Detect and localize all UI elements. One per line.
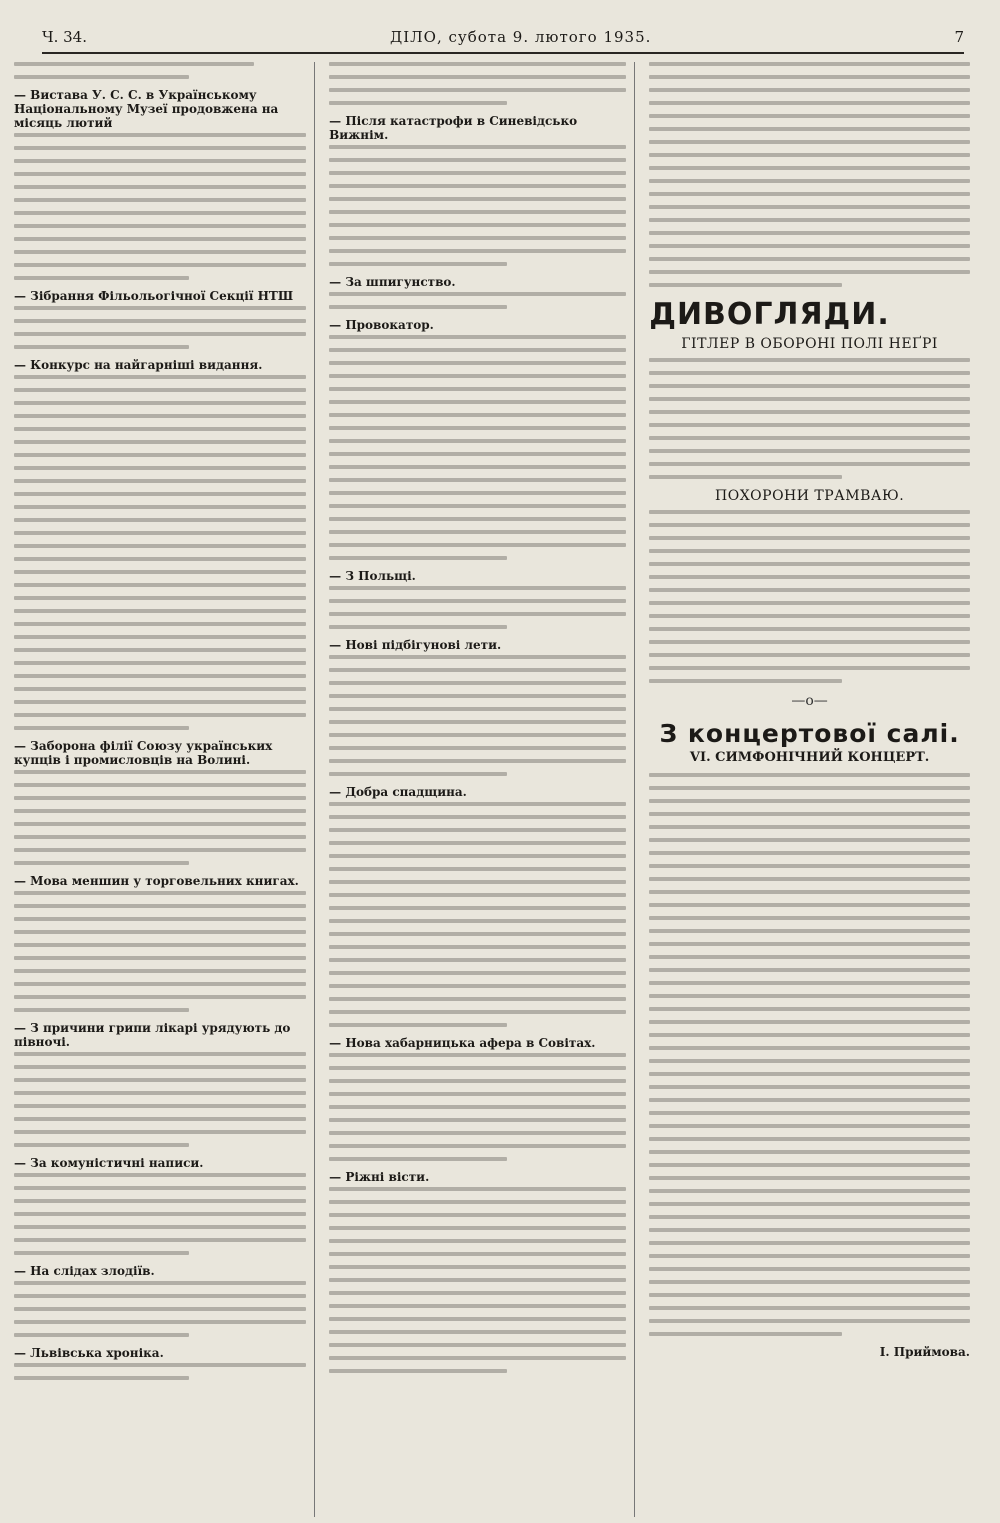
- article-headline: — Вистава У. С. С. в Українському Національному Музеї продовжена на місяць лютий: [14, 88, 279, 130]
- article: [329, 1170, 626, 1373]
- column-2: [329, 62, 635, 1517]
- article-headline: — Нові підбігунові лети.: [329, 638, 502, 652]
- article-headline: — За комуністичні написи.: [14, 1156, 204, 1170]
- masthead-title-date: ДІЛО, субота 9. лютого 1935.: [390, 28, 652, 46]
- article: [329, 1036, 626, 1161]
- article-signature: І. Приймова.: [879, 1345, 970, 1359]
- article: [14, 88, 306, 280]
- article-headline: — Зібрання Фільольогічної Секції НТШ: [14, 289, 294, 303]
- page-issue-number: Ч. 34.: [42, 28, 87, 46]
- article: [14, 1156, 306, 1255]
- section-title: ДИВОГЛЯДИ.: [649, 297, 890, 332]
- concert-subtitle: VI. СИМФОНІЧНИЙ КОНЦЕРТ.: [689, 750, 930, 765]
- article: [14, 358, 306, 730]
- article: [329, 638, 626, 776]
- column-3: [649, 62, 970, 1517]
- article: [14, 289, 306, 349]
- article: [14, 1264, 306, 1337]
- section-subheading: ГІТЛЕР В ОБОРОНІ ПОЛІ НЕҐРІ: [681, 336, 938, 352]
- article: [329, 569, 626, 629]
- article-headline: — Ріжні вісти.: [329, 1170, 430, 1184]
- article-headline: — З Польщі.: [329, 569, 416, 583]
- article-headline: — На слідах злодіїв.: [14, 1264, 155, 1278]
- article-headline: — Добра спадщина.: [329, 785, 467, 799]
- article: [14, 1346, 306, 1380]
- column-1: [14, 62, 315, 1517]
- article: [329, 275, 626, 309]
- article-headline: — Після катастрофи в Синевідсько Вижнім.: [329, 114, 578, 142]
- section-divider: —o—: [791, 693, 828, 709]
- article-headline: — За шпигунство.: [329, 275, 456, 289]
- article-headline: — Мова меншин у торговельних книгах.: [14, 874, 299, 888]
- page-number: 7: [954, 28, 964, 46]
- article: [14, 1021, 306, 1147]
- article-headline: — Львівська хроніка.: [14, 1346, 164, 1360]
- article: [14, 739, 306, 865]
- masthead: [42, 28, 964, 54]
- article: [329, 318, 626, 560]
- article: [329, 114, 626, 266]
- article: [14, 874, 306, 1012]
- section-subheading: ПОХОРОНИ ТРАМВАЮ.: [715, 488, 905, 504]
- article-headline: — Нова хабарницька афера в Совітах.: [329, 1036, 596, 1050]
- article-headline: — Конкурс на найгарніші видання.: [14, 358, 263, 372]
- article: [329, 785, 626, 1027]
- article-headline: — Заборона філії Союзу українських купців і промисловців на Волині.: [14, 739, 273, 767]
- article-headline: — Провокатор.: [329, 318, 434, 332]
- concert-section-title: З концертової салі.: [659, 719, 960, 748]
- article-headline: — З причини грипи лікарі урядують до півночі.: [14, 1021, 291, 1049]
